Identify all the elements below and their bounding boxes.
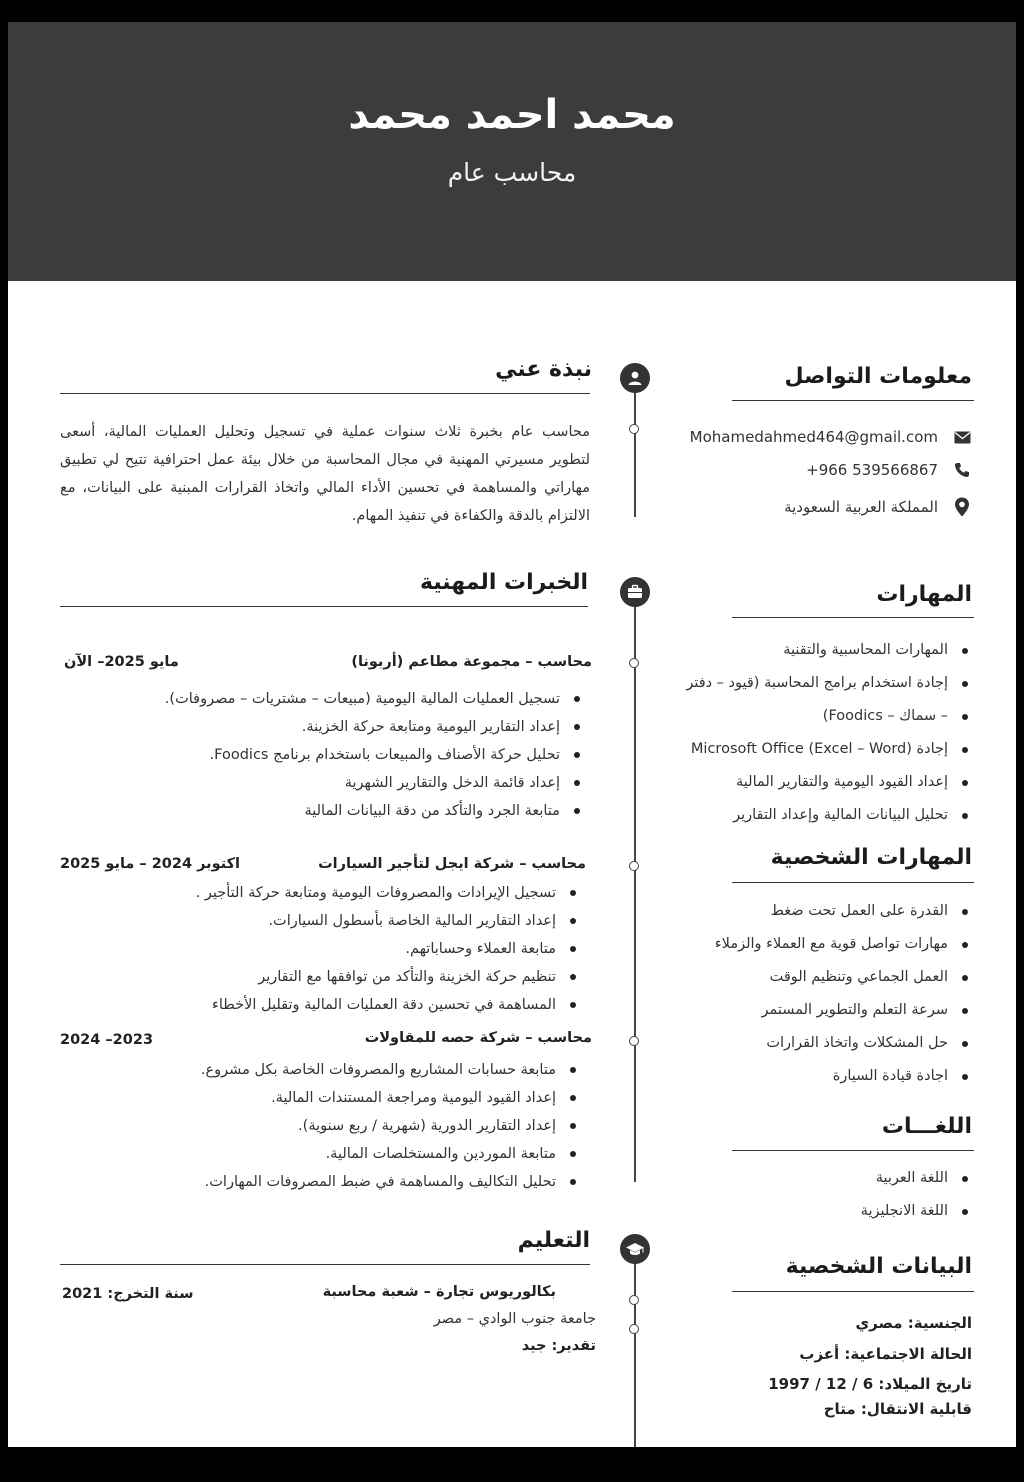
soft-skills-title: المهارات الشخصية xyxy=(770,845,972,870)
list-item: تسجيل العمليات المالية اليومية (مبيعات – مشتريات – مصروفات). xyxy=(165,685,584,713)
job-role: محاسب – شركة حصه للمقاولات xyxy=(364,1030,592,1046)
timeline-dot xyxy=(629,424,639,434)
contact-email[interactable]: Mohamedahmed464@gmail.com xyxy=(689,428,938,446)
languages-title: اللغـــات xyxy=(881,1114,972,1139)
briefcase-icon xyxy=(620,577,650,607)
education-university: جامعة جنوب الوادي – مصر xyxy=(433,1311,596,1327)
timeline-line xyxy=(634,592,636,1182)
languages-divider xyxy=(732,1150,974,1151)
job-date: اكتوبر 2024 – مايو 2025 xyxy=(60,856,241,872)
education-degree: بكالوريوس تجارة – شعبة محاسبة xyxy=(322,1284,556,1300)
list-item: إجادة Microsoft Office (Excel – Word) xyxy=(686,733,972,766)
list-item: متابعة الموردين والمستخلصات المالية. xyxy=(201,1140,580,1168)
experience-divider xyxy=(60,606,588,607)
list-item: متابعة الجرد والتأكد من دقة البيانات المالية xyxy=(165,797,584,825)
personal-marital: الحالة الاجتماعية: أعزب xyxy=(799,1345,972,1363)
resume-header xyxy=(8,22,1016,281)
list-item: إعداد التقارير المالية الخاصة بأسطول السيارات. xyxy=(196,907,580,935)
list-item: حل المشكلات واتخاذ القرارات xyxy=(715,1027,972,1060)
resume-page xyxy=(8,22,1016,1447)
personal-title: البيانات الشخصية xyxy=(785,1254,972,1279)
list-item: اجادة قيادة السيارة xyxy=(715,1060,972,1093)
location-pin-icon xyxy=(952,497,972,517)
soft-skills-list xyxy=(715,895,972,1093)
timeline-line xyxy=(634,379,636,517)
list-item: متابعة العملاء وحساباتهم. xyxy=(196,935,580,963)
soft-skills-divider xyxy=(732,882,974,883)
list-item-continuation: – سماك – Foodics) xyxy=(686,700,972,733)
timeline-line xyxy=(634,1250,636,1447)
job-date: مايو 2025– الآن xyxy=(64,654,179,670)
about-divider xyxy=(60,393,590,394)
skills-list xyxy=(686,634,972,832)
timeline-dot xyxy=(629,658,639,668)
education-grad-year: سنة التخرج: 2021 xyxy=(62,1286,194,1302)
list-item: سرعة التعلم والتطوير المستمر xyxy=(715,994,972,1027)
phone-icon xyxy=(952,460,972,480)
list-item: المساهمة في تحسين دقة العمليات المالية وتقليل الأخطاء xyxy=(196,991,580,1019)
timeline-dot xyxy=(629,861,639,871)
list-item: اللغة الانجليزية xyxy=(861,1195,972,1228)
list-item: إعداد القيود اليومية والتقارير المالية xyxy=(686,766,972,799)
list-item: تحليل حركة الأصناف والمبيعات باستخدام برنامج Foodics. xyxy=(165,741,584,769)
education-grade: تقدير: جيد xyxy=(521,1338,596,1354)
experience-title: الخبرات المهنية xyxy=(419,570,588,595)
list-item: تحليل البيانات المالية وإعداد التقارير xyxy=(686,799,972,832)
job-role: محاسب – مجموعة مطاعم (أربونا) xyxy=(351,654,592,670)
envelope-icon xyxy=(952,427,972,447)
contact-location: المملكة العربية السعودية xyxy=(784,498,938,516)
timeline-dot xyxy=(629,1324,639,1334)
personal-relocation: قابلية الانتقال: متاح xyxy=(823,1400,972,1418)
personal-nationality: الجنسية: مصري xyxy=(855,1314,972,1332)
job-role: محاسب – شركة ايجل لتأجير السيارات xyxy=(318,856,586,872)
list-item: إعداد القيود اليومية ومراجعة المستندات المالية. xyxy=(201,1084,580,1112)
contact-title: معلومات التواصل xyxy=(784,364,972,389)
languages-list xyxy=(861,1162,972,1228)
skills-divider xyxy=(732,617,974,618)
about-text: محاسب عام بخبرة ثلاث سنوات عملية في تسجيل وتحليل العمليات المالية، أسعى لتطوير مسيرتي المهنية في مجال المحاسبة من خلال بيئة عمل احترافية تتيح لي تطبيق مهاراتي والمساهمة في تحسين الأداء المالي واتخاذ القرارات المبنية على البيانات، مع الالتزام بالدقة والكفاءة في تنفيذ المهام. xyxy=(60,424,590,524)
job-bullets xyxy=(196,879,580,1019)
contact-phone[interactable]: +966 539566867 xyxy=(806,461,938,479)
job-date: 2023– 2024 xyxy=(60,1032,154,1048)
list-item: إعداد التقارير الدورية (شهرية / ربع سنوية). xyxy=(201,1112,580,1140)
list-item: اللغة العربية xyxy=(861,1162,972,1195)
education-title: التعليم xyxy=(517,1228,590,1253)
list-item: المهارات المحاسبية والتقنية xyxy=(686,634,972,667)
list-item: تنظيم حركة الخزينة والتأكد من توافقها مع التقارير xyxy=(196,963,580,991)
list-item: إعداد التقارير اليومية ومتابعة حركة الخزينة. xyxy=(165,713,584,741)
timeline-dot xyxy=(629,1295,639,1305)
job-bullets xyxy=(201,1056,580,1196)
contact-phone-row xyxy=(672,458,972,482)
job-bullets xyxy=(165,685,584,825)
user-icon xyxy=(620,363,650,393)
personal-birth: تاريخ الميلاد: 6 / 12 / 1997 xyxy=(768,1375,972,1393)
list-item: تسجيل الإيرادات والمصروفات اليومية ومتابعة حركة التأجير . xyxy=(196,879,580,907)
list-item: القدرة على العمل تحت ضغط xyxy=(715,895,972,928)
contact-email-row xyxy=(672,425,972,449)
list-item: العمل الجماعي وتنظيم الوقت xyxy=(715,961,972,994)
candidate-job-title: محاسب عام xyxy=(447,158,577,187)
list-item: إجادة استخدام برامج المحاسبة (قيود – دفتر xyxy=(686,667,972,700)
contact-divider xyxy=(732,400,974,401)
graduation-cap-icon xyxy=(620,1234,650,1264)
timeline-dot xyxy=(629,1036,639,1046)
about-title: نبذة عني xyxy=(495,357,592,382)
personal-divider xyxy=(732,1291,974,1292)
education-divider xyxy=(60,1264,590,1265)
candidate-name: محمد احمد محمد xyxy=(348,92,676,138)
list-item: متابعة حسابات المشاريع والمصروفات الخاصة بكل مشروع. xyxy=(201,1056,580,1084)
list-item: إعداد قائمة الدخل والتقارير الشهرية xyxy=(165,769,584,797)
contact-location-row xyxy=(672,495,972,519)
list-item: مهارات تواصل قوية مع العملاء والزملاء xyxy=(715,928,972,961)
list-item: تحليل التكاليف والمساهمة في ضبط المصروفات المهارات. xyxy=(201,1168,580,1196)
skills-title: المهارات xyxy=(876,582,972,607)
